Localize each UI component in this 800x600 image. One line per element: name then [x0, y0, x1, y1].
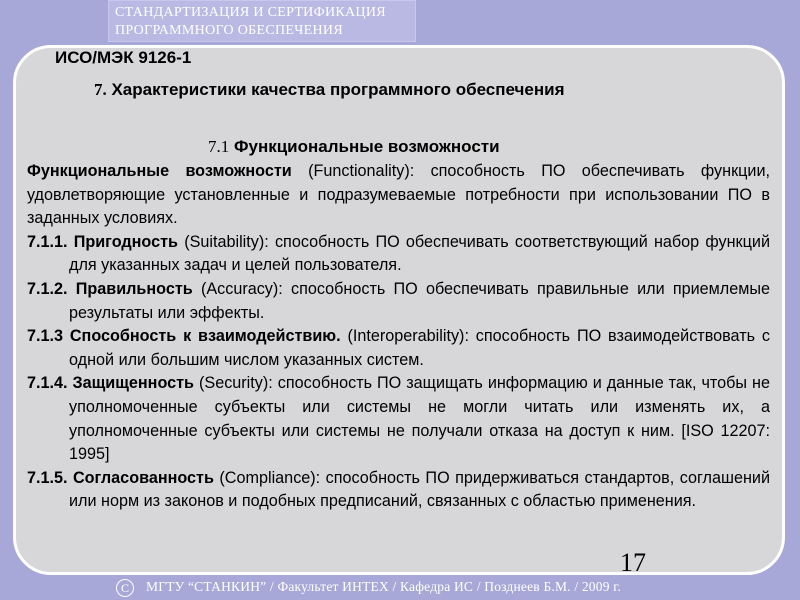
section-title	[94, 80, 565, 100]
subsection-title	[208, 137, 500, 157]
definition-interoperability: (Interoperability): способность ПО взаимодействовать с одной или большим числом указанных систем.	[69, 327, 770, 369]
section-number: 7.	[94, 80, 107, 99]
paragraph-security	[27, 372, 770, 466]
page-number: 17	[620, 548, 646, 577]
term-compliance: 7.1.5. Согласованность	[27, 468, 214, 487]
definition-suitability: (Suitability): способность ПО обеспечивать соответствующий набор функций для указанных задач и целей пользователя.	[69, 232, 770, 275]
term-suitability: 7.1.1. Пригодность	[27, 232, 178, 251]
term-security: 7.1.4. Защищенность	[27, 374, 195, 393]
definition-functionality: (Functionality): способность ПО обеспечивать функции, удовлетворяющие установленные и подразумеваемые потребности при использовании ПО в заданных условиях.	[27, 162, 771, 228]
subsection-title-text: Функциональные возможности	[229, 137, 500, 156]
body-text	[27, 160, 770, 514]
paragraph-compliance	[27, 467, 770, 514]
copyright-icon: C	[116, 579, 134, 597]
paragraph-accuracy	[27, 278, 770, 325]
paragraph-functionality	[27, 160, 770, 231]
paragraph-suitability	[27, 231, 770, 278]
term-accuracy: 7.1.2. Правильность	[27, 279, 193, 298]
header-title-line1: СТАНДАРТИЗАЦИЯ И СЕРТИФИКАЦИЯ	[115, 5, 386, 20]
definition-security: (Security): способность ПО защищать информацию и данные так, чтобы не уполномоченные субъекты или системы не могли читать или изменять их, а уполномоченные субъекты или системы не получали отказа на доступ к ним. [ISO 12207: 1995]	[69, 374, 770, 464]
footer-text: МГТУ “СТАНКИН” / Факультет ИНТЕХ / Кафедра ИС / Позднеев Б.М. / 2009 г.	[146, 579, 622, 594]
definition-accuracy: (Accuracy): способность ПО обеспечивать правильные или приемлемые результаты или эффекты.	[69, 279, 770, 322]
header-title-line2: ПРОГРАММНОГО ОБЕСПЕЧЕНИЯ	[115, 23, 343, 38]
paragraph-interoperability	[27, 325, 770, 372]
section-title-text: Характеристики качества программного обеспечения	[106, 80, 565, 99]
term-interoperability: 7.1.3 Способность к взаимодействию.	[27, 327, 341, 346]
standard-label: ИСО/МЭК 9126-1	[55, 48, 192, 67]
term-functionality: Функциональные возможности	[27, 162, 292, 180]
definition-compliance: (Compliance): способность ПО придерживаться стандартов, соглашений или норм из законов и подобных предписаний, связанных с областью применения.	[69, 468, 770, 511]
subsection-number: 7.1	[208, 137, 230, 156]
